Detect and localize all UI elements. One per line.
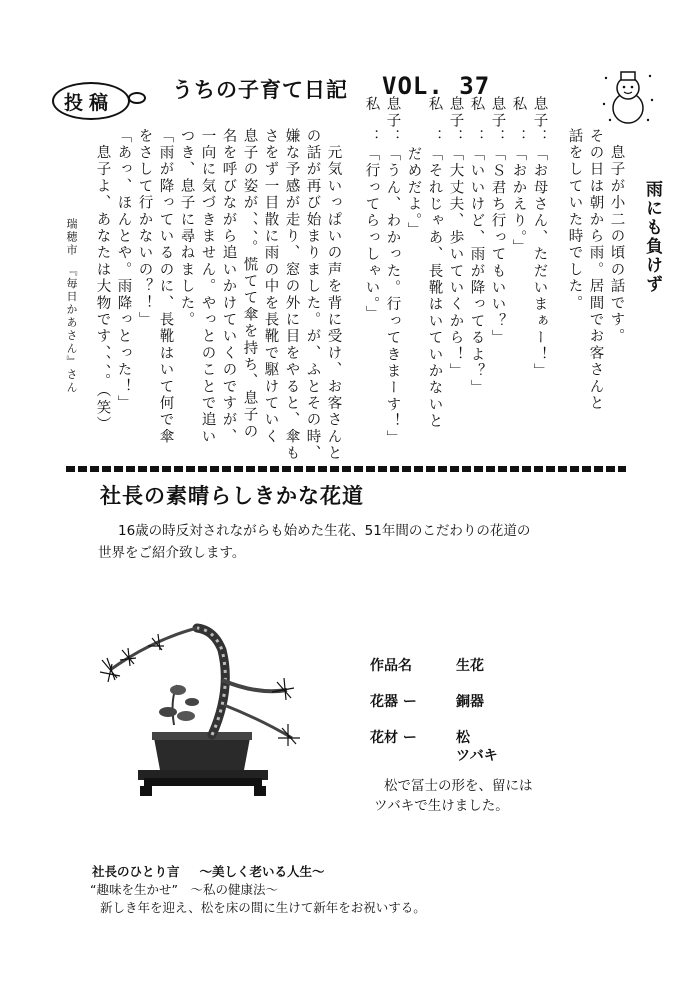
footer-subtitle: “趣味を生かせ” 〜私の健康法〜 [90, 882, 278, 897]
work-note [374, 776, 614, 816]
story-line: 元気いっぱいの声を背に受け、お客さんと [325, 128, 342, 462]
story-line: 息子：「うん、わかった。行ってきまーす！」 [384, 96, 401, 447]
badge-swirl [128, 92, 146, 104]
section-divider [66, 466, 626, 472]
story-line: をさして行かないの？！」 [136, 128, 153, 329]
story-line: 息子の姿が、、、。慌てて傘を持ち、息子の [241, 128, 258, 441]
story-line: 名を呼びながら追いかけていくのですが、 [220, 128, 237, 446]
story-line: 「雨が降っているのに、長靴はいて何で傘 [157, 128, 174, 446]
footer-heading [92, 862, 325, 880]
story-line: 息子：「お母さん、ただいまぁー！」 [531, 96, 548, 380]
story-line: 私 ：「おかえり。」 [510, 96, 527, 256]
snowman-illustration [598, 66, 658, 126]
story-line: 息子：「Ｓ君ち行ってもいい？」 [489, 96, 506, 347]
story-line: 息子よ、あなたは大物です、、、。（笑） [94, 128, 111, 433]
volume-number: VOL. 37 [382, 72, 491, 100]
story-line: 嫌な予感が走り、窓の外に目をやると、傘も [283, 128, 300, 462]
section-intro [98, 520, 568, 564]
story-line: 私 ：「いいけど、雨が降ってるよ？」 [468, 96, 485, 397]
badge-label: 投稿 [64, 92, 115, 114]
story-line: 息子：「大丈夫、歩いていくから！」 [447, 96, 464, 380]
submission-badge [52, 82, 148, 120]
ikebana-pine-photo [82, 620, 312, 800]
vessel-label: 花器 ー [370, 694, 417, 710]
material-value: 松 [456, 730, 470, 746]
story-title: 雨にも負けず [642, 180, 662, 294]
column-title: うちの子育て日記 [172, 78, 348, 102]
footer-heading-sub: 〜美しく老いる人生〜 [199, 864, 325, 879]
vessel-value: 銅器 [456, 694, 484, 710]
section-title: 社長の素晴らしきかな花道 [100, 484, 364, 508]
footer-heading-main: 社長のひとり言 [92, 864, 180, 879]
note-line: ツバキで生けました。 [374, 798, 509, 814]
story-line: さをず一目散に雨の中を長靴で駆けていく [262, 128, 279, 446]
material-value: ツバキ [456, 748, 498, 764]
story-line: その日は朝から雨。居間でお客さんと [587, 128, 604, 412]
material-label: 花材 ー [370, 730, 417, 746]
story-line: 私 ：「それじゃあ、長靴はいていかないと [426, 96, 443, 430]
work-title-label: 作品名 [370, 658, 412, 674]
intro-line: 世界をご紹介致します。 [98, 545, 246, 561]
story-line: 一向に気づきません。やっとのことで追い [199, 128, 216, 446]
work-title-row [370, 655, 484, 675]
material-row [370, 727, 498, 764]
work-title-value: 生花 [456, 658, 484, 674]
story-line: 話をしていた時でした。 [566, 128, 583, 312]
story-line: の話が再び始まりました。が、ふとその時、 [304, 128, 321, 462]
intro-line: 16歳の時反対されながらも始めた生花、51年間のこだわりの花道の [118, 523, 531, 539]
story-line: 私 ：「行ってらっしゃい。」 [363, 96, 380, 323]
story-line: 息子が小二の頃の話です。 [608, 128, 625, 346]
note-line: 松で冨士の形を、留には [384, 778, 533, 794]
story-byline: 瑞穂市 『毎日かあさん』さん [65, 218, 78, 395]
story-line: だめだよ。」 [405, 96, 422, 240]
story-line: 「あっ、ほんとや。雨降っとった！」 [115, 128, 132, 412]
footer-body: 新しき年を迎え、松を床の間に生けて新年をお祝いする。 [100, 900, 426, 915]
story-line: つき、息子に尋ねました。 [178, 128, 195, 329]
vessel-row [370, 691, 484, 711]
